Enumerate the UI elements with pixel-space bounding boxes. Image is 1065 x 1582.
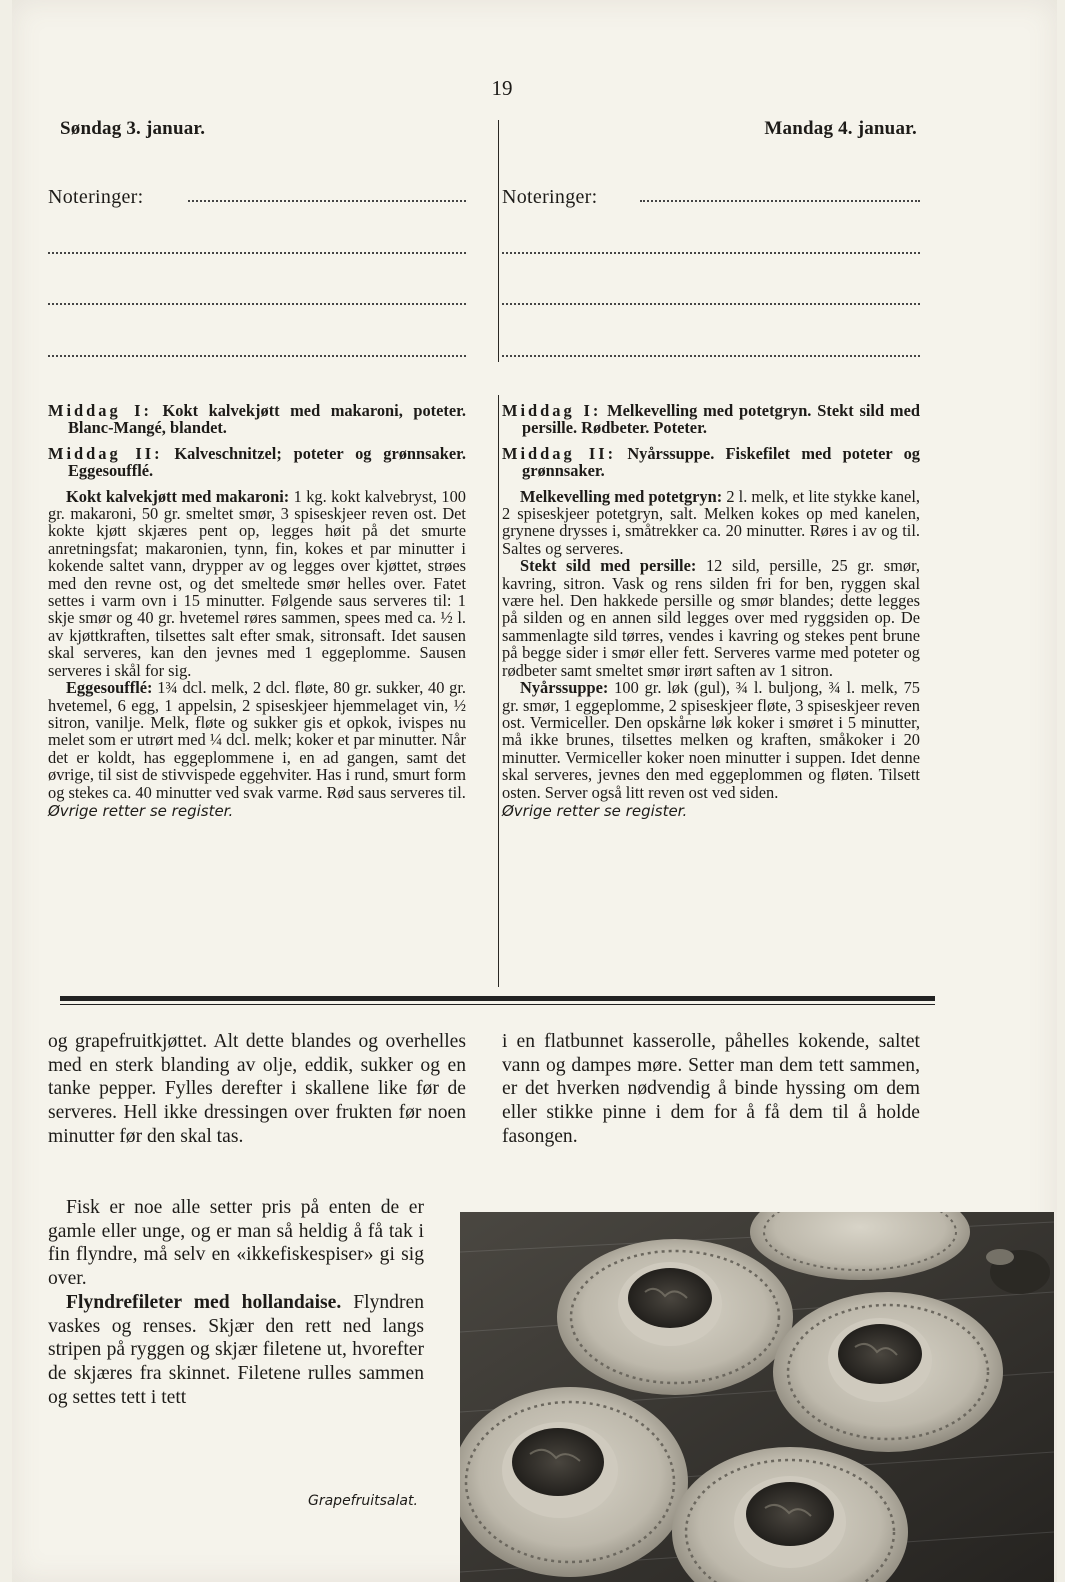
article-text-left-bottom: Fisk er noe alle setter pris på enten de er gamle eller unge, og er man så heldig å få tak i fin flyndre, må selv en «ikkefiskespiser» gi sig over. Flyndrefileter med hollandaise. Flyndren vaskes og renses. Skjær den rett ned langs stripen på ryggen og skjær filetene ut, hvorefter de skjæres fra skinnet. Filetene rulles sammen og settes tett i tett <box>48 1197 424 1408</box>
cookbook-page <box>12 0 1057 1582</box>
article-text-left-top: og grapefruitkjøttet. Alt dette blandes og overhelles med en sterk blanding av olje, eddik, sukker og en tanke pepper. Fylles derefter i skallene like før de serveres. Hell ikke dressingen over frukten før noen minutter før den skal tas. <box>48 1031 466 1147</box>
notes-line-right-2[interactable] <box>502 252 920 254</box>
column-divider-top <box>498 120 499 362</box>
recipe-melkevelling: Melkevelling med potetgryn: 2 l. melk, et lite stykke kanel, 2 spiseskjeer potetgryn, salt. Melken kokes op med kanelen, grynene drysses i, småtrekker ca. 20 minutter. Røres i av og til. Saltes og serveres. <box>502 486 920 558</box>
column-divider-recipes <box>498 395 499 987</box>
recipe-nyarssuppe: Nyårssuppe: 100 gr. løk (gul), ¾ l. buljong, ¾ l. melk, 75 gr. smør, 1 eggeplomme, 2 spiseskjeer fløte, 3 spiseskjeer reven ost. Vermiceller. Den opskårne løk koker i smøret i 5 minutter, må ikke brunes, tilsettes melken og kraften, småkoker i 20 minutter. Vermiceller koker noen minutter i suppen. Idet denne skal serveres, jevnes den med eggeplommen og fløten. Tilsett osten. Server også litt reven ost ved siden. <box>502 678 920 802</box>
notes-line-right-4[interactable] <box>502 355 920 357</box>
section-rule-thin <box>60 1004 935 1005</box>
notes-line-right-3[interactable] <box>502 303 920 305</box>
menu-dinner-1-left: Middag I: Kokt kalvekjøtt med makaroni, poteter. Blanc-Mangé, blandet. <box>48 401 466 438</box>
notes-line-left-3[interactable] <box>48 303 466 305</box>
menu-dinner-2-right: Middag II: Nyårssuppe. Fiskefilet med poteter og grønnsaker. <box>502 443 920 481</box>
notes-label-left: Noteringer: <box>48 186 144 208</box>
grapefruit-salad-photo <box>460 1212 1054 1582</box>
notes-line-right-1[interactable] <box>640 200 920 202</box>
day-heading-left: Søndag 3. januar. <box>60 118 206 139</box>
register-note-right: Øvrige retter se register. <box>502 801 688 820</box>
photo-caption: Grapefruitsalat. <box>308 1493 418 1509</box>
register-note-left: Øvrige retter se register. <box>48 801 234 820</box>
article-text-right: i en flatbunnet kasserolle, påhelles kokende, saltet vann og dampes møre. Setter man dem tett sammen, er det hverken nødvendig å binde hyssing om dem eller stikke pinne i dem for å få dem til å holde fasongen. <box>502 1031 920 1147</box>
recipe-kalvekjott: Kokt kalvekjøtt med makaroni: 1 kg. kokt kalvebryst, 100 gr. makaroni, 50 gr. smeltet smør, 3 spiseskjeer reven ost. Det kokte kjøtt skjæres pent op, legges høit på det smurte anretningsfat; makaronien, tynn, fin, kokes et par minutter i kokende saltet vann, drypper av og legges over kjøttet, strøes med den revne ost, og det smeltede smør helles over. Fatet settes i varm ovn i 15 minutter. Følgende saus serveres til: 1 skje smør og 40 gr. hvetemel røres sammen, spees med ca. ½ l. av kjøttkraften, tilsettes salt efter smak, sitronsaft. Idet sausen skal serveres, kan den jevnes med 1 eggeplomme. Sausen serveres i skål for sig. <box>48 486 466 680</box>
recipe-eggesouffle: Eggesoufflé: 1¾ dcl. melk, 2 dcl. fløte, 80 gr. sukker, 40 gr. hvetemel, 6 egg, 1 appelsin, 2 spiseskjeer hjemmelaget vin, ½ sitron, vanilje. Melk, fløte og sukker gis et opkok, ivispes nu melet som er utrørt med ¼ dcl. melk; koker et par minutter. Når det er koldt, has eggeplommene i, en ad gangen, samt det øvrige, til sist de stivvispede eggehviter. Has i rund, smurt form og stekes ca. 40 minutter ved svak varme. Rød saus serveres til. <box>48 678 466 802</box>
menu-dinner-1-right: Middag I: Melkevelling med potetgryn. Stekt sild med persille. Rødbeter. Poteter. <box>502 401 920 438</box>
day-heading-right: Mandag 4. januar. <box>764 118 917 139</box>
section-rule-thick <box>60 996 935 1001</box>
notes-line-left-4[interactable] <box>48 355 466 357</box>
notes-line-left-1[interactable] <box>188 200 466 202</box>
page-number: 19 <box>491 76 513 100</box>
notes-line-left-2[interactable] <box>48 252 466 254</box>
notes-label-right: Noteringer: <box>502 186 598 208</box>
recipes-right <box>502 402 920 820</box>
recipes-left <box>48 402 466 820</box>
photo-illustration <box>460 1212 1054 1582</box>
recipe-stekt-sild: Stekt sild med persille: 12 sild, persille, 25 gr. smør, kavring, sitron. Vask og rens silden fri for ben, ryggen skal være hel. Den hakkede persille og smør blandes; dette legges på silden og en annen sild legges over med ryggsiden op. De sammenlagte sild tørres, vendes i kavring og stekes pent brune på begge sider i smør eller fett. Serveres varme med poteter og rødbeter samt smeltet smør irørt saften av 1 sitron. <box>502 556 920 680</box>
menu-dinner-2-left: Middag II: Kalveschnitzel; poteter og grønnsaker. Eggesoufflé. <box>48 443 466 481</box>
